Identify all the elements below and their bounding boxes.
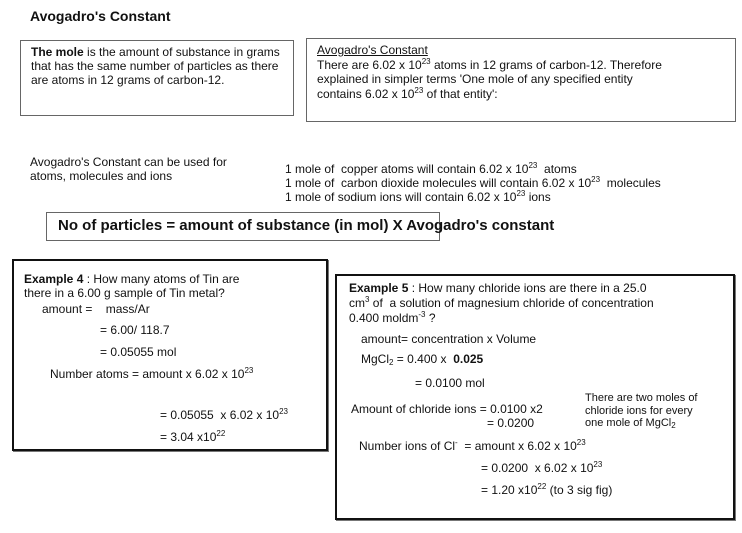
constant-line-1: There are 6.02 x $10^{23}$ atoms in 12 grams of carbon-12. Therefore bbox=[317, 56, 662, 72]
constant-line-3: contains 6.02 x $10^{23}$ of that entity': bbox=[317, 85, 498, 101]
mole-example: 1 mole of copper atoms will contain 6.02 x $10^{23}$ atoms bbox=[285, 161, 577, 176]
example-5-step-mgcl2: MgCl$_2$ = 0.400 x 0.025 bbox=[361, 352, 484, 367]
particles-formula-box: No of particles = amount of substance (in mol) X Avogadro's constant bbox=[46, 212, 440, 241]
example-5-step-chloride-result: = 0.0200 bbox=[487, 416, 535, 430]
example-5-question-line-3: 0.400 moldm$^{-3}$ ? bbox=[349, 310, 436, 325]
example-5-question-line-1: Example 5 : How many chloride ions are there in a 25.0 bbox=[349, 281, 647, 295]
mole-example: 1 mole of sodium ions will contain 6.02 x $10^{23}$ ions bbox=[285, 189, 551, 204]
example-5-box bbox=[335, 274, 735, 520]
example-5-question-line-2: $cm^3$ of a solution of magnesium chloride of concentration bbox=[349, 295, 654, 310]
constant-line-2: explained in simpler terms 'One mole of any specified entity bbox=[317, 72, 633, 86]
example-4-step-number-atoms: Number atoms = amount x 6.02 x $10^{23}$ bbox=[50, 366, 254, 381]
example-5-step-chloride-amount: Amount of chloride ions = 0.0100 x2 bbox=[351, 402, 543, 416]
example-5-step-number-ions: Number ions of Cl- = amount x 6.02 x $10^{23}$ bbox=[359, 438, 586, 453]
example-4-question-line-1: Example 4 : How many atoms of Tin are bbox=[24, 272, 240, 286]
mole-example: 1 mole of carbon dioxide molecules will contain 6.02 x $10^{23}$ molecules bbox=[285, 175, 661, 190]
used-for-text: Avogadro's Constant can be used for atoms, molecules and ions bbox=[30, 155, 227, 183]
example-5-side-note: There are two moles of chloride ions for every one mole of MgCl$_2$ bbox=[585, 392, 698, 430]
avogadro-constant-box bbox=[306, 38, 736, 122]
example-4-step-division: = 6.00/ 118.7 bbox=[100, 323, 170, 337]
example-5-step-amount: amount= concentration x Volume bbox=[361, 332, 537, 346]
mole-examples-list bbox=[285, 148, 661, 218]
mole-definition: is the amount of substance in grams that has the same number of particles as there are atoms in 12 grams of carbon-12. bbox=[31, 45, 280, 87]
example-4-answer: = 3.04 $x10^{22}$ bbox=[160, 429, 226, 444]
mole-term: The mole bbox=[31, 45, 84, 59]
example-4-step-amount: amount = mass/Ar bbox=[42, 302, 150, 316]
example-4-step-moles: = 0.05055 mol bbox=[100, 345, 177, 359]
page-title: Avogadro's Constant bbox=[30, 8, 171, 24]
mole-definition-box bbox=[20, 40, 294, 116]
constant-heading: Avogadro's Constant bbox=[317, 43, 428, 57]
example-5-answer: = 1.20 $x10^{22}$ (to 3 sig fig) bbox=[481, 482, 613, 497]
example-5-step-multiply: = 0.0200 x 6.02 x $10^{23}$ bbox=[481, 460, 603, 475]
example-4-box bbox=[12, 259, 328, 451]
example-4-step-multiply: = 0.05055 x 6.02 x $10^{23}$ bbox=[160, 407, 288, 422]
example-4-question-line-2: there in a 6.00 g sample of Tin metal? bbox=[24, 286, 225, 300]
example-5-step-moles: = 0.0100 mol bbox=[415, 376, 485, 390]
